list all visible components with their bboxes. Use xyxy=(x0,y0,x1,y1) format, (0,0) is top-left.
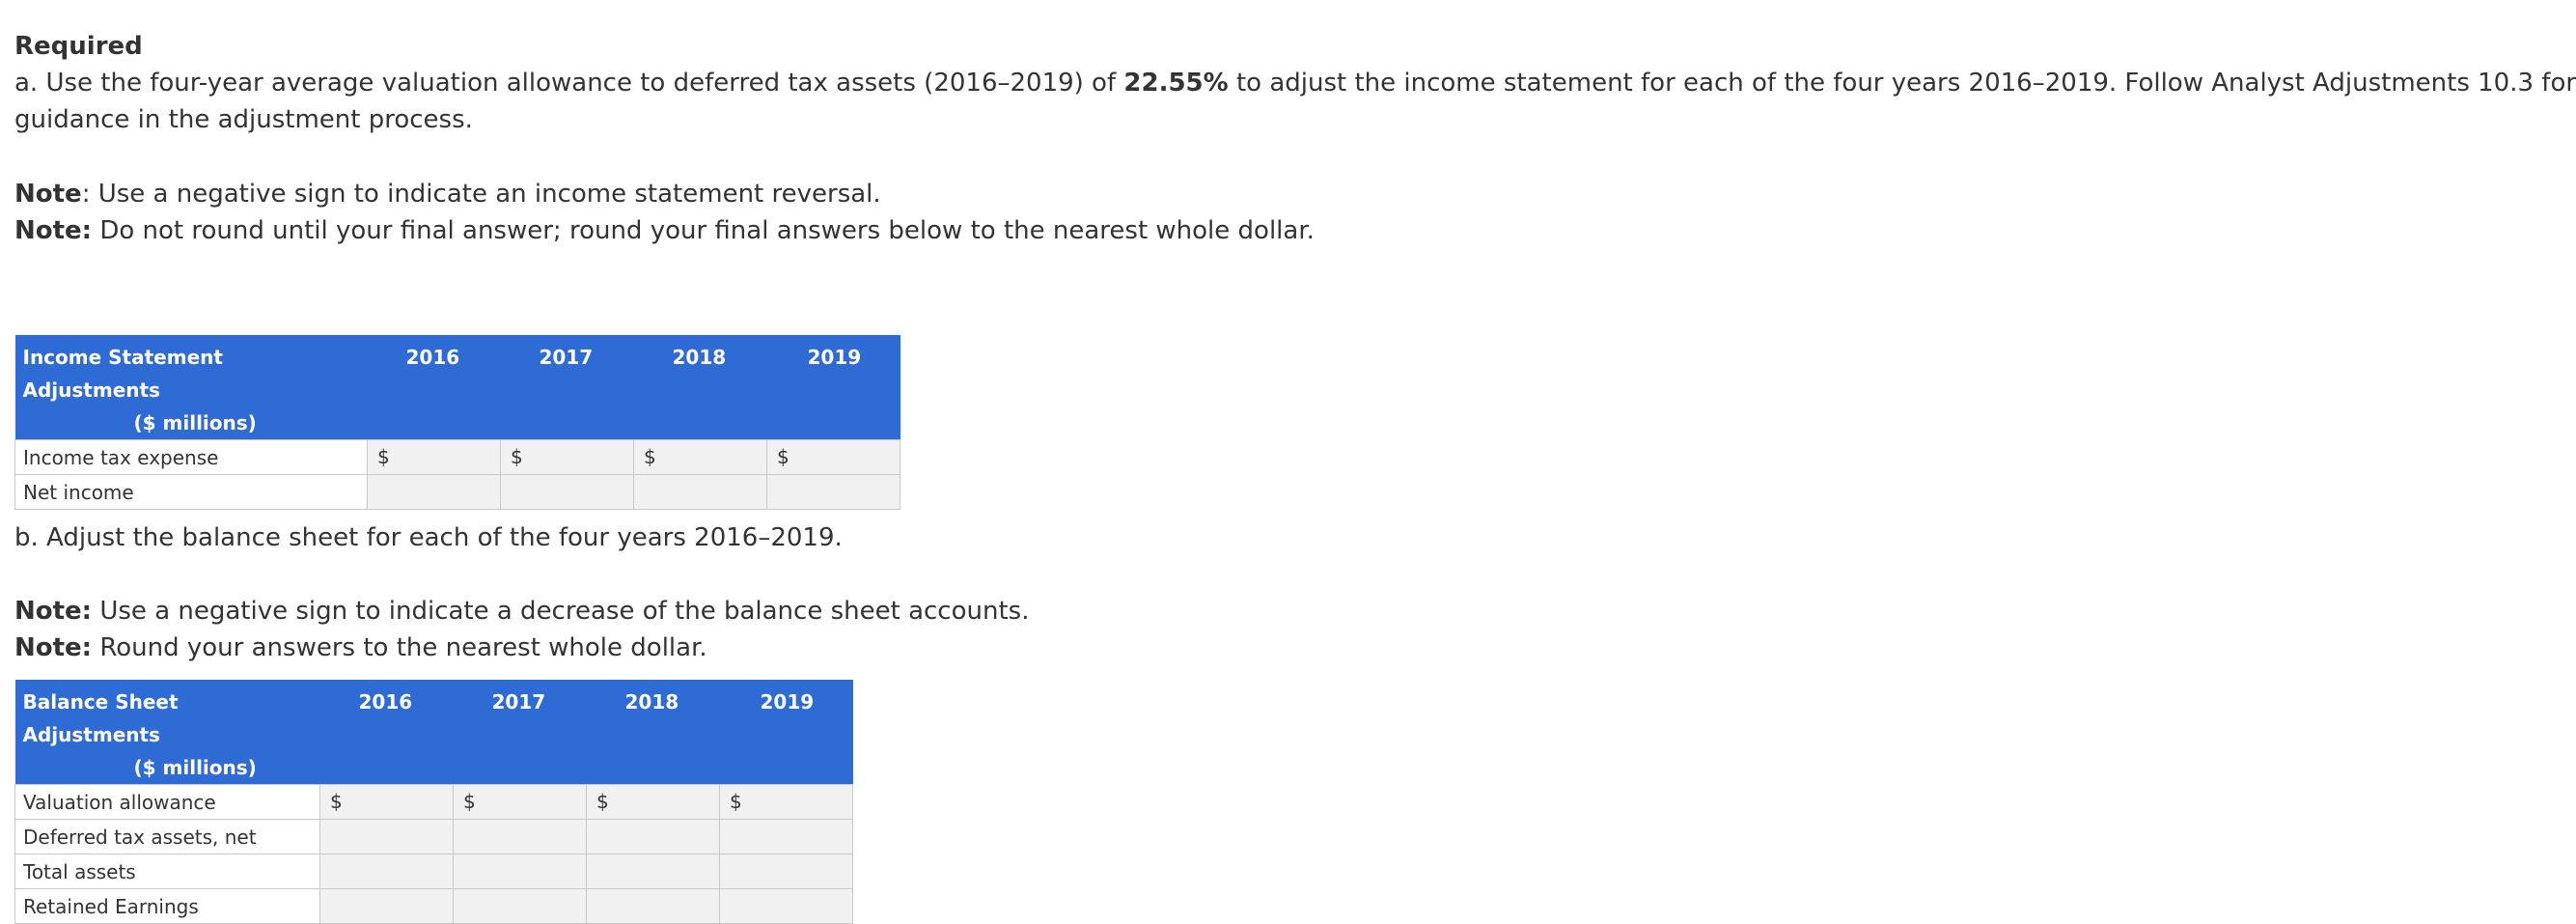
income-tax-expense-2018-cell xyxy=(634,440,767,475)
part-b-note-2 xyxy=(14,630,707,666)
income-tax-expense-2019-input[interactable] xyxy=(796,444,896,470)
currency-symbol: $ xyxy=(644,445,656,468)
year-column-2019: 2019 xyxy=(767,335,900,440)
deferred-tax-assets-2017-cell xyxy=(454,820,587,854)
part-a-note-1 xyxy=(14,176,881,212)
header-title-line2: ($ millions) xyxy=(133,411,257,434)
total-assets-2016-input[interactable] xyxy=(324,858,449,884)
total-assets-2017-input[interactable] xyxy=(457,858,582,884)
valuation-allowance-2016-cell xyxy=(320,785,454,820)
income-tax-expense-2019-cell xyxy=(767,440,900,475)
currency-symbol: $ xyxy=(511,445,523,468)
valuation-allowance-2017-input[interactable] xyxy=(483,789,582,815)
valuation-allowance-2017-cell xyxy=(454,785,587,820)
part-a-text: a. Use the four-year average valuation allowance to deferred tax assets (2016–2019) of xyxy=(14,69,1124,98)
income-statement-adjustments-table xyxy=(14,335,900,510)
net-income-2018-cell xyxy=(634,475,767,510)
row-label-income-tax-expense: Income tax expense xyxy=(15,440,368,475)
net-income-2017-input[interactable] xyxy=(505,479,629,505)
header-title-line2: ($ millions) xyxy=(133,756,257,779)
total-assets-2017-cell xyxy=(454,854,587,889)
deferred-tax-assets-2016-cell xyxy=(320,820,454,854)
income-tax-expense-2017-input[interactable] xyxy=(530,444,629,470)
required-heading: Required xyxy=(14,32,143,61)
valuation-allowance-2019-input[interactable] xyxy=(749,789,848,815)
deferred-tax-assets-2018-input[interactable] xyxy=(591,824,715,850)
part-a-note-2 xyxy=(14,212,1315,249)
table-row xyxy=(15,440,900,475)
deferred-tax-assets-2016-input[interactable] xyxy=(324,824,449,850)
part-a-instruction-line1 xyxy=(14,65,2576,101)
part-a-text-continued: to adjust the income statement for each of the four years 2016–2019. Follow Analyst Adjustments 10.3 for xyxy=(1228,69,2576,98)
year-column-2017: 2017 xyxy=(501,335,634,440)
valuation-allowance-2016-input[interactable] xyxy=(349,789,449,815)
net-income-2017-cell xyxy=(501,475,634,510)
valuation-allowance-2018-input[interactable] xyxy=(616,789,715,815)
note-text: Use a negative sign to indicate a decrease of the balance sheet accounts. xyxy=(92,597,1030,626)
table-row xyxy=(15,889,853,924)
note-label: Note: xyxy=(14,633,93,662)
retained-earnings-2016-cell xyxy=(320,889,454,924)
part-b-note-1 xyxy=(14,593,1029,630)
note-label: Note: xyxy=(14,597,93,626)
retained-earnings-2017-input[interactable] xyxy=(457,893,582,919)
income-tax-expense-2016-input[interactable] xyxy=(397,444,496,470)
net-income-2016-cell xyxy=(368,475,501,510)
year-column-2018: 2018 xyxy=(587,680,720,785)
balance-sheet-adjustments-table xyxy=(14,680,853,924)
row-label-total-assets: Total assets xyxy=(15,854,320,889)
deferred-tax-assets-2018-cell xyxy=(587,820,720,854)
table-header-title xyxy=(15,335,368,440)
row-label-valuation-allowance: Valuation allowance xyxy=(15,785,320,820)
net-income-2016-input[interactable] xyxy=(372,479,496,505)
deferred-tax-assets-2019-input[interactable] xyxy=(724,824,848,850)
row-label-net-income: Net income xyxy=(15,475,368,510)
currency-symbol: $ xyxy=(330,790,343,813)
valuation-allowance-2019-cell xyxy=(720,785,853,820)
header-title-line1: Balance Sheet Adjustments xyxy=(22,690,179,746)
retained-earnings-2019-cell xyxy=(720,889,853,924)
table-row xyxy=(15,820,853,854)
total-assets-2019-input[interactable] xyxy=(724,858,848,884)
income-tax-expense-2016-cell xyxy=(368,440,501,475)
currency-symbol: $ xyxy=(777,445,789,468)
valuation-percentage: 22.55% xyxy=(1123,69,1229,98)
note-text: Do not round until your final answer; round your final answers below to the nearest whole dollar. xyxy=(92,216,1315,245)
valuation-allowance-2018-cell xyxy=(587,785,720,820)
total-assets-2019-cell xyxy=(720,854,853,889)
net-income-2018-input[interactable] xyxy=(638,479,762,505)
total-assets-2018-input[interactable] xyxy=(591,858,715,884)
net-income-2019-cell xyxy=(767,475,900,510)
table-row xyxy=(15,785,853,820)
year-column-2017: 2017 xyxy=(454,680,587,785)
currency-symbol: $ xyxy=(596,790,609,813)
retained-earnings-2018-cell xyxy=(587,889,720,924)
table-header-title xyxy=(15,680,320,785)
currency-symbol: $ xyxy=(377,445,390,468)
currency-symbol: $ xyxy=(730,790,742,813)
net-income-2019-input[interactable] xyxy=(771,479,896,505)
part-b-instruction: b. Adjust the balance sheet for each of the four years 2016–2019. xyxy=(14,523,843,552)
header-title-line1: Income Statement Adjustments xyxy=(22,346,223,402)
year-column-2018: 2018 xyxy=(634,335,767,440)
deferred-tax-assets-2019-cell xyxy=(720,820,853,854)
part-a-instruction-line2: guidance in the adjustment process. xyxy=(14,105,473,134)
total-assets-2018-cell xyxy=(587,854,720,889)
retained-earnings-2018-input[interactable] xyxy=(591,893,715,919)
table-header-row xyxy=(15,680,853,785)
year-column-2019: 2019 xyxy=(720,680,853,785)
income-tax-expense-2018-input[interactable] xyxy=(663,444,762,470)
row-label-retained-earnings: Retained Earnings xyxy=(15,889,320,924)
retained-earnings-2019-input[interactable] xyxy=(724,893,848,919)
note-label: Note: xyxy=(14,216,93,245)
retained-earnings-2017-cell xyxy=(454,889,587,924)
note-text: Round your answers to the nearest whole dollar. xyxy=(92,633,707,662)
row-label-deferred-tax-assets-net: Deferred tax assets, net xyxy=(15,820,320,854)
total-assets-2016-cell xyxy=(320,854,454,889)
currency-symbol: $ xyxy=(463,790,476,813)
deferred-tax-assets-2017-input[interactable] xyxy=(457,824,582,850)
year-column-2016: 2016 xyxy=(320,680,454,785)
table-header-row xyxy=(15,335,900,440)
year-column-2016: 2016 xyxy=(368,335,501,440)
note-text: : Use a negative sign to indicate an income statement reversal. xyxy=(81,180,881,209)
note-label: Note xyxy=(14,180,82,209)
table-row xyxy=(15,854,853,889)
income-tax-expense-2017-cell xyxy=(501,440,634,475)
retained-earnings-2016-input[interactable] xyxy=(324,893,449,919)
table-row xyxy=(15,475,900,510)
